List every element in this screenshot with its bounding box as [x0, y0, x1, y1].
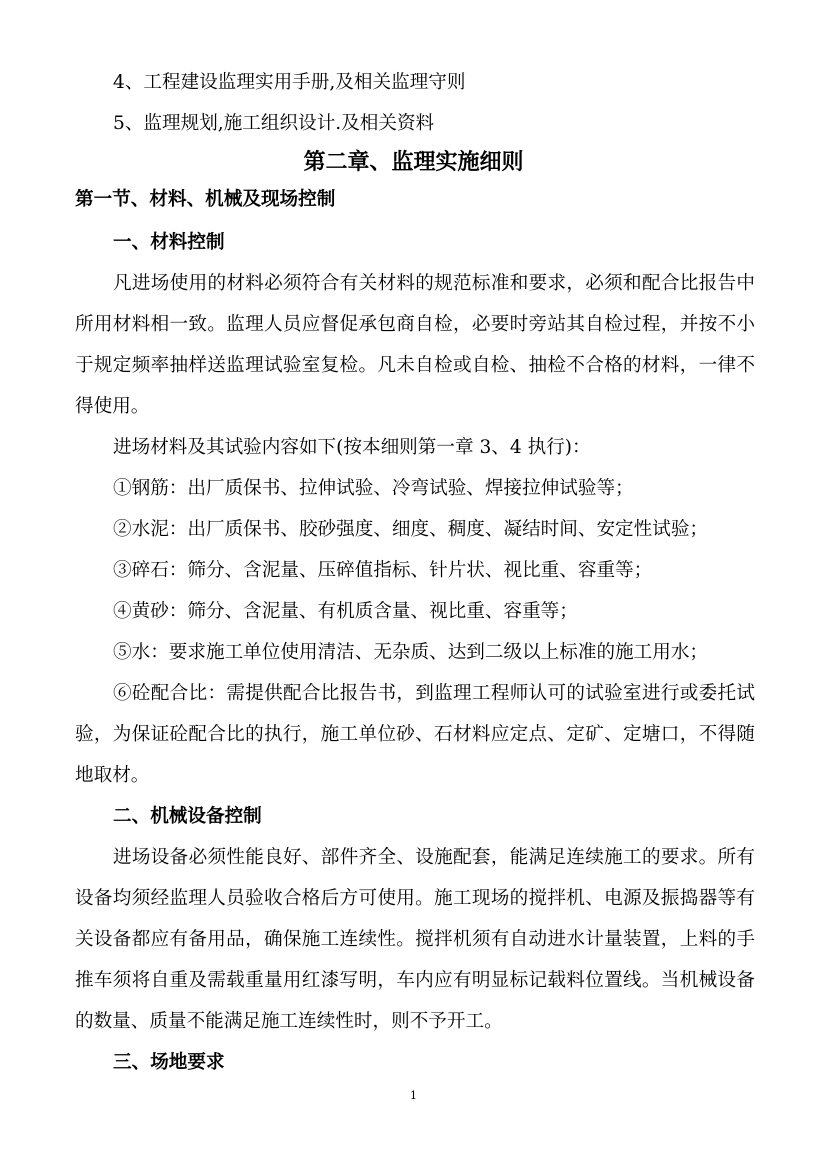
list-item: 地取材。: [75, 765, 150, 786]
subsection-heading: 一、材料控制: [113, 232, 225, 253]
chapter-title: 第二章、监理实施细则: [303, 150, 524, 175]
subsection-heading: 二、机械设备控制: [113, 806, 262, 827]
reference-item: 4、工程建设监理实用手册,及相关监理守则: [113, 72, 466, 93]
section-title: 第一节、材料、机械及现场控制: [75, 189, 336, 210]
paragraph-line: 所用材料相一致。监理人员应督促承包商自检，必要时旁站其自检过程，并按不小: [75, 314, 755, 335]
page-number: 1: [410, 1089, 417, 1102]
list-item: ④黄砂：筛分、含泥量、有机质含量、视比重、容重等；: [113, 601, 578, 622]
list-item: ①钢筋：出厂质保书、拉伸试验、冷弯试验、焊接拉伸试验等；: [113, 478, 634, 499]
list-item: ⑥砼配合比：需提供配合比报告书，到监理工程师认可的试验室进行或委托试: [113, 683, 755, 704]
paragraph-line: 关设备都应有备用品，确保施工连续性。搅拌机须有自动进水计量装置，上料的手: [75, 929, 755, 950]
list-item: ⑤水：要求施工单位使用清洁、无杂质、达到二级以上标准的施工用水；: [113, 642, 709, 663]
reference-item: 5、监理规划,施工组织设计.及相关资料: [113, 113, 435, 134]
list-item: 验，为保证砼配合比的执行，施工单位砂、石材料应定点、定矿、定塘口，不得随: [75, 724, 755, 745]
subsection-heading: 三、场地要求: [113, 1052, 225, 1073]
paragraph-line: 进场材料及其试验内容如下(按本细则第一章 3、4 执行)：: [113, 437, 591, 458]
paragraph-line: 设备均须经监理人员验收合格后方可使用。施工现场的搅拌机、电源及振捣器等有: [75, 888, 755, 909]
paragraph-line: 凡进场使用的材料必须符合有关材料的规范标准和要求，必须和配合比报告中: [113, 273, 755, 294]
paragraph-line: 进场设备必须性能良好、部件齐全、设施配套，能满足连续施工的要求。所有: [113, 847, 755, 868]
list-item: ②水泥：出厂质保书、胶砂强度、细度、稠度、凝结时间、安定性试验；: [113, 519, 709, 540]
paragraph-line: 得使用。: [75, 396, 150, 417]
paragraph-line: 的数量、质量不能满足施工连续性时，则不予开工。: [75, 1011, 503, 1032]
paragraph-line: 推车须将自重及需载重量用红漆写明，车内应有明显标记载料位置线。当机械设备: [75, 970, 755, 991]
list-item: ③碎石：筛分、含泥量、压碎值指标、针片状、视比重、容重等；: [113, 560, 653, 581]
paragraph-line: 于规定频率抽样送监理试验室复检。凡未自检或自检、抽检不合格的材料，一律不: [75, 355, 755, 376]
